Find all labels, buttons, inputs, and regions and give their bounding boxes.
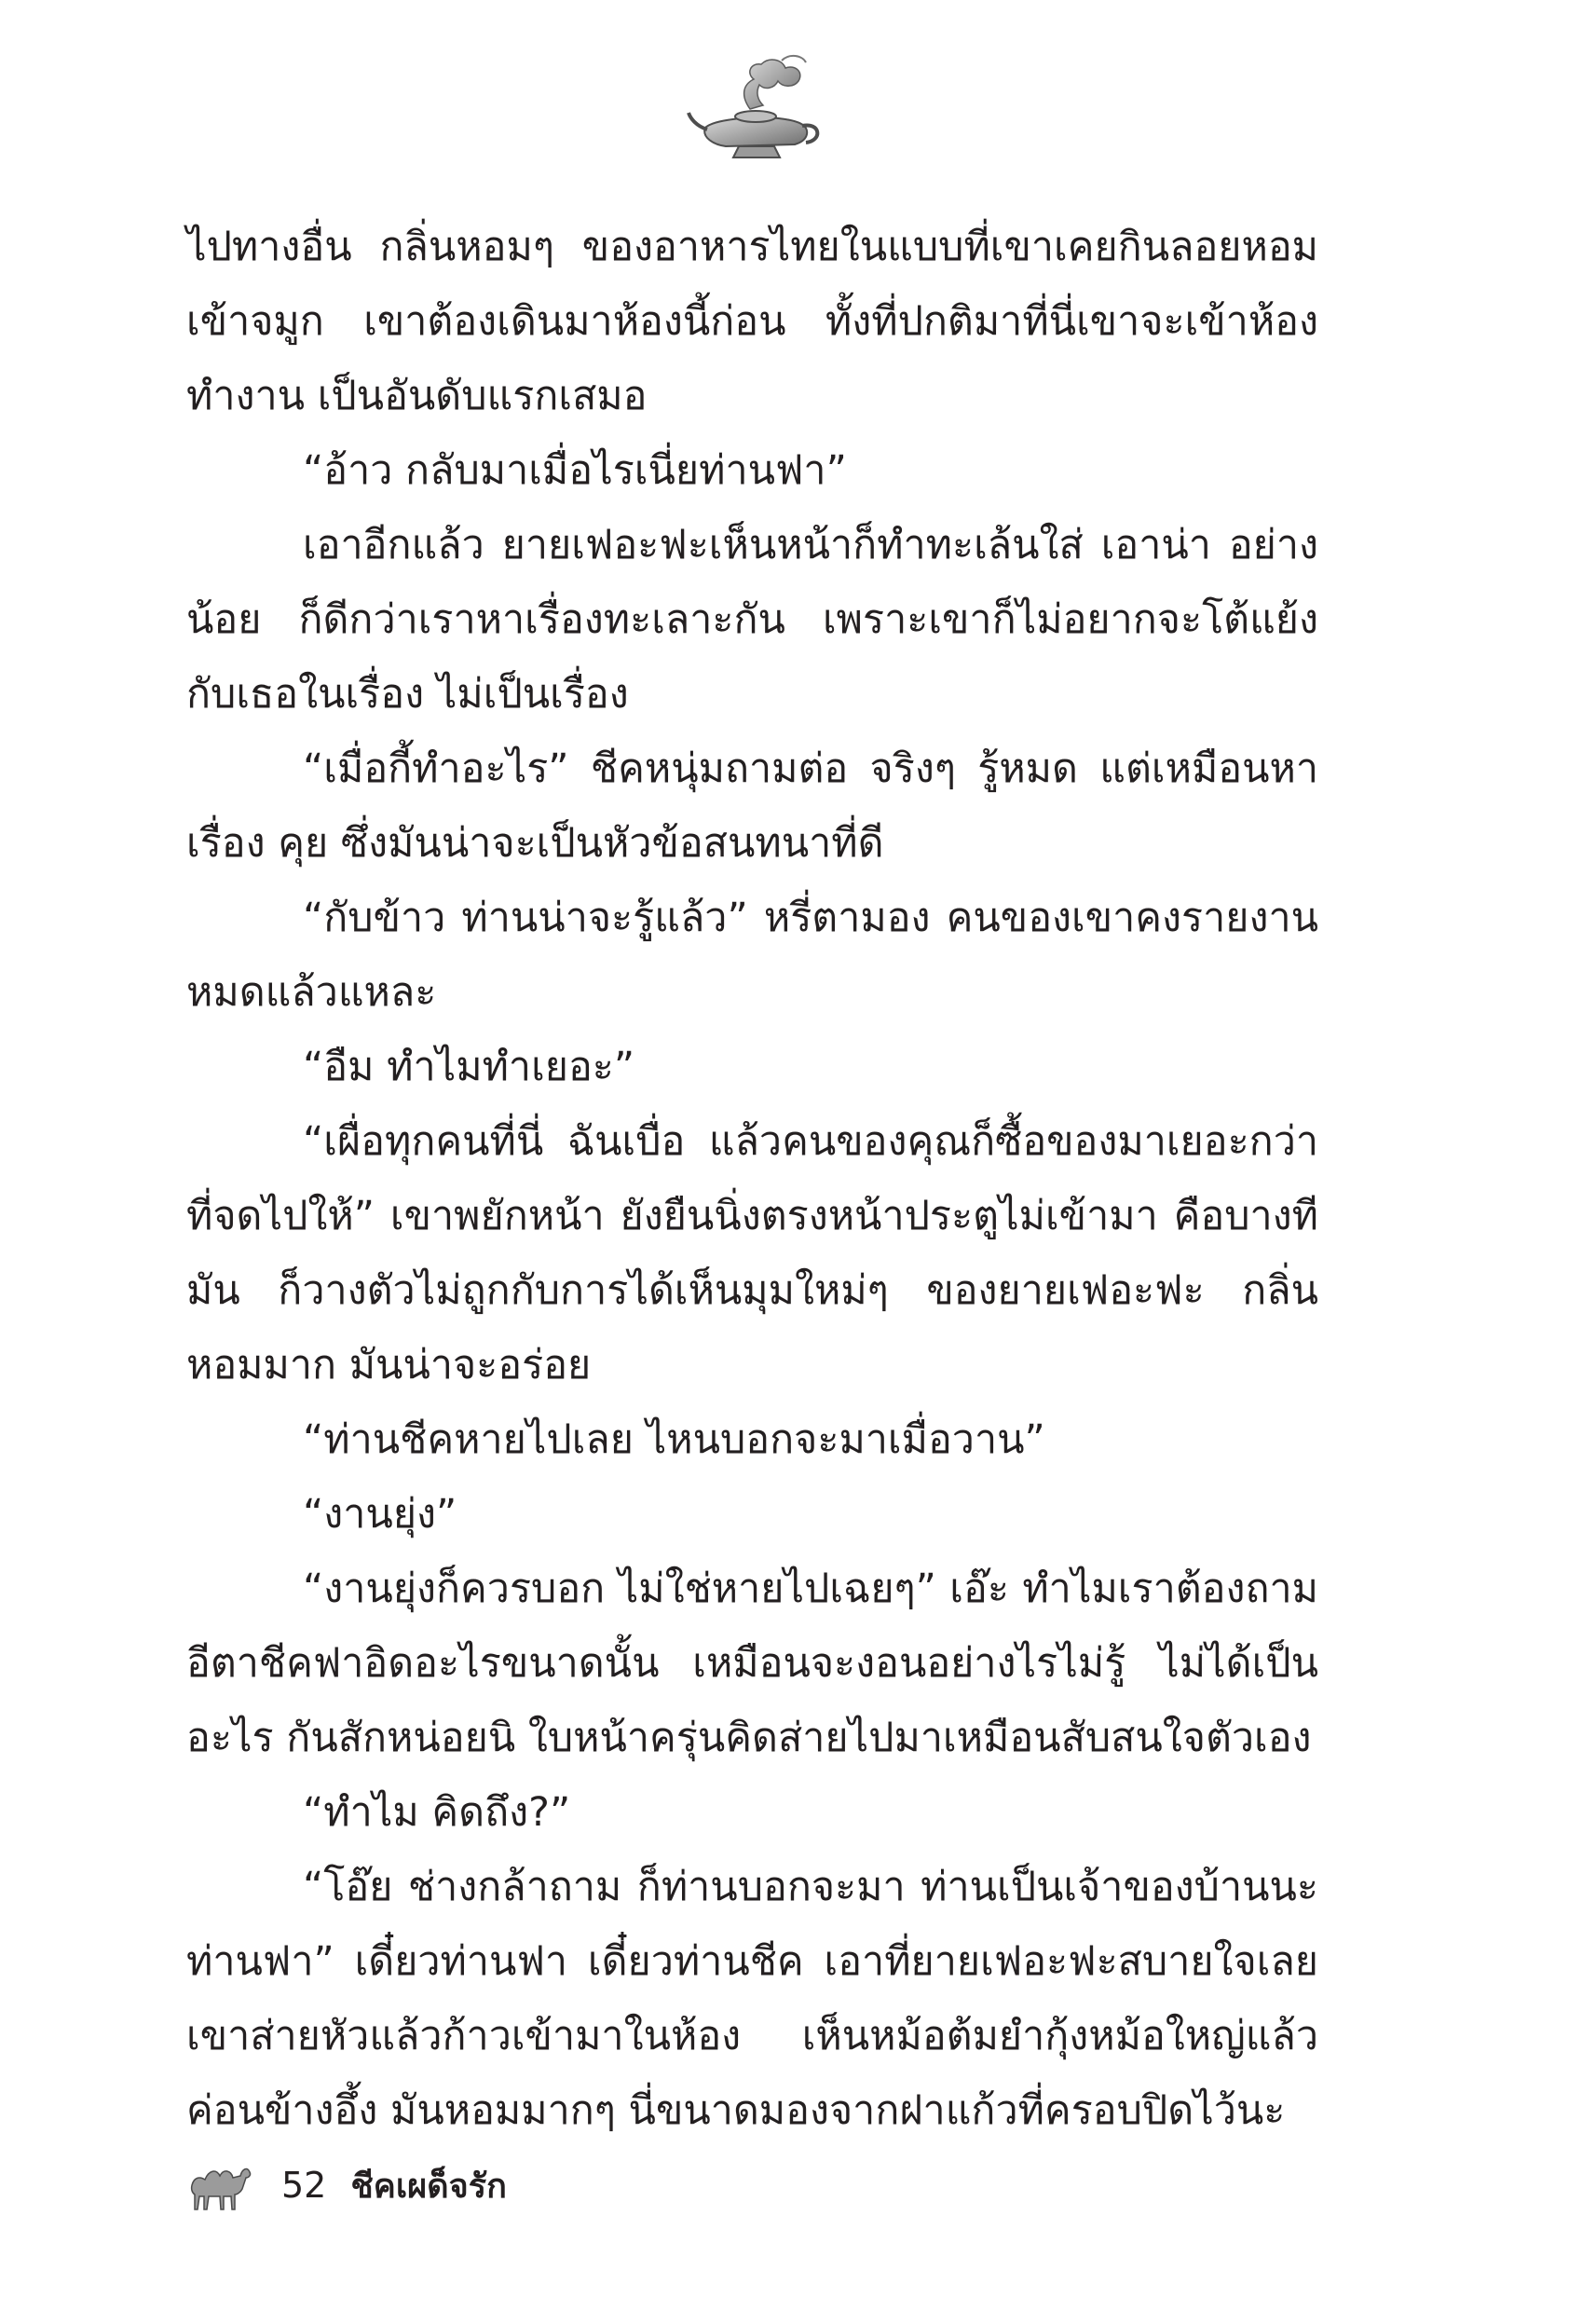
paragraph: “อืม ทำไมทำเยอะ”	[303, 1044, 635, 1090]
paragraph: “เผื่อทุกคนที่นี่ ฉันเบื่อ แล้วคนของคุณก็ซื้อของมาเยอะกว่า ที่จดไปให้” เขาพยักหน้า ยังยืนนิ่งตรงหน้าประตูไม่เข้ามา คือบางทีมัน ก็วางตัวไม่ถูกกับการได้เห็นมุมใหม่ๆ ของยายเฟอะฟะ กลิ่นหอมมาก มันน่าจะอร่อย	[186, 1118, 1318, 1388]
paragraph: เอาอีกแล้ว ยายเฟอะฟะเห็นหน้าก็ทำทะเล้นใส่ เอาน่า อย่างน้อย ก็ดีกว่าเราหาเรื่องทะเลาะกัน เพราะเขาก็ไม่อยากจะโต้แย้งกับเธอในเรื่อง ไม่เป็นเรื่อง	[186, 522, 1318, 718]
page-number: 52	[281, 2165, 327, 2206]
paragraph: “อ้าว กลับมาเมื่อไรเนี่ยท่านฟา”	[303, 447, 847, 494]
paragraph: “ทำไม คิดถึง?”	[303, 1789, 571, 1836]
genie-lamp-icon	[685, 51, 825, 168]
paragraph: “ท่านชีคหายไปเลย ไหนบอกจะมาเมื่อวาน”	[303, 1416, 1045, 1463]
book-title: ชีคเผด็จรัก	[350, 2167, 507, 2206]
camel-icon	[186, 2157, 253, 2213]
paragraph: “กับข้าว ท่านน่าจะรู้แล้ว” หรี่ตามอง คนของเขาคงรายงาน หมดแล้วแหละ	[186, 895, 1318, 1016]
story-text	[186, 210, 1318, 2148]
paragraph: ไปทางอื่น กลิ่นหอมๆ ของอาหารไทยในแบบที่เขาเคยกินลอยหอม เข้าจมูก เขาต้องเดินมาห้องนี้ก่อน ทั้งที่ปกติมาที่นี่เขาจะเข้าห้องทำงาน เป็นอันดับแรกเสมอ	[186, 224, 1318, 419]
paragraph: “งานยุ่ง”	[303, 1491, 457, 1538]
paragraph: “โอ๊ย ช่างกล้าถาม ก็ท่านบอกจะมา ท่านเป็นเจ้าของบ้านนะ ท่านฟา” เดี๋ยวท่านฟา เดี๋ยวท่านชีค เอาที่ยายเฟอะฟะสบายใจเลย เขาส่ายหัวแล้วก้าวเข้ามาในห้อง เห็นหม้อต้มยำกุ้งหม้อใหญ่แล้ว ค่อนข้างอึ้ง มันหอมมากๆ นี่ขนาดมองจากฝาแก้วที่ครอบปิดไว้นะ	[186, 1864, 1318, 2134]
page-footer	[186, 2153, 507, 2218]
paragraph: “เมื่อกี้ทำอะไร” ชีคหนุ่มถามต่อ จริงๆ รู้หมด แต่เหมือนหาเรื่อง คุย ซึ่งมันน่าจะเป็นหัวข้อสนทนาที่ดี	[186, 745, 1318, 867]
paragraph: “งานยุ่งก็ควรบอก ไม่ใช่หายไปเฉยๆ” เอ๊ะ ทำไมเราต้องถาม อีตาชีคฟาอิดอะไรขนาดนั้น เหมือนจะงอนอย่างไรไม่รู้ ไม่ได้เป็นอะไร กันสักหน่อยนิ ใบหน้าครุ่นคิดส่ายไปมาเหมือนสับสนใจตัวเอง	[186, 1566, 1318, 1761]
